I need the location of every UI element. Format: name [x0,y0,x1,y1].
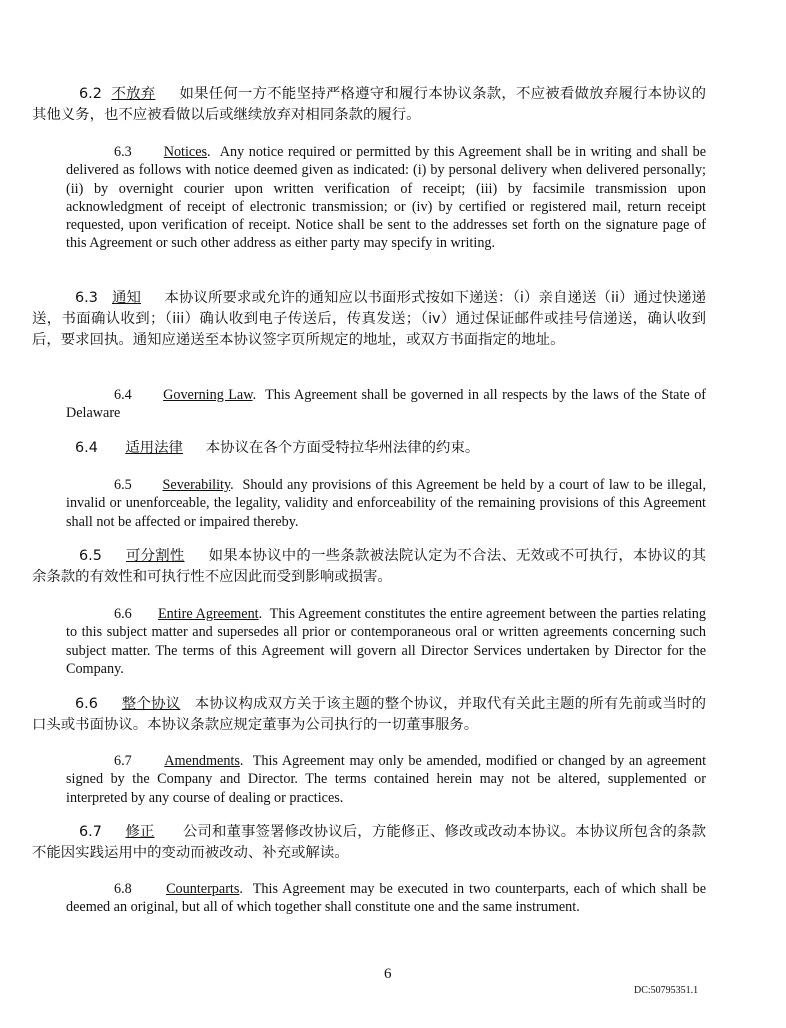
clause-6-7-en: 6.7 Amendments. This Agreement may only be amended, modified or changed by an agreement signed by the Company and Director. The terms contained herein may not be altered, supplemented or interpreted by any course of dealing or practices. [66,753,707,806]
clause-heading: 整个协议 [121,696,181,712]
clause-text: Should any provisions of this Agreement be held by a court of law to be illegal, invalid or unenforceable, the legality, validity and enforceability of the remaining provisions of this Agreement shall not be affected or impaired thereby. [66,477,707,530]
clause-6-4-en: 6.4 Governing Law. This Agreement shall be governed in all respects by the laws of the State of Delaware [66,387,707,422]
clause-6-8-en: 6.8 Counterparts. This Agreement may be executed in two counterparts, each of which shall be deemed an original, but all of which together shall constitute one and the same instrument. [66,881,707,916]
clause-6-5-en: 6.5 Severability. Should any provisions of this Agreement be held by a court of law to be illegal, invalid or unenforceable, the legality, validity and enforceability of the remaining provisions of this Agreement shall not be affected or impaired thereby. [66,477,707,530]
document-id: DC:50795351.1 [634,985,699,996]
clause-heading: Governing Law [163,387,253,403]
clause-text: 本协议所要求或允许的通知应以书面形式按如下递送：（i）亲自递送（ii）通过快递递送，书面确认收到；（iii）确认收到电子传送后，传真发送；（iv）通过保证邮件或挂号信递送，确认收到后，要求回执。通知应递送至本协议签字页所规定的地址，或双方书面指定的地址。 [32,290,706,348]
clause-6-3-en: 6.3 Notices. Any notice required or permitted by this Agreement shall be in writing and shall be delivered as follows with notice deemed given as indicated: (i) by personal delivery when delivered personally; (ii) by overnight courier upon written verification of receipt; (iii) by facsimile transmission upon acknowledgment of receipt of electronic transmission; or (iv) by certified or registered mail, return receipt requested, upon verification of receipt. Notice shall be sent to the addresses set forth on the signature page of this Agreement or such other address as either party may specify in writing. [66,144,707,252]
clause-text: 如果任何一方不能坚持严格遵守和履行本协议条款，不应被看做放弃履行本协议的其他义务，也不应被看做以后或继续放弃对相同条款的履行。 [32,86,706,123]
clause-6-4-zh: 6.4 适用法律 本协议在各个方面受特拉华州法律的约束。 [75,440,480,456]
clause-heading: Counterparts [166,881,240,897]
page-number: 6 [384,966,392,982]
clause-6-3-zh: 6.3 通知 本协议所要求或允许的通知应以书面形式按如下递送：（i）亲自递送（ii）通过快递递送，书面确认收到；（iii）确认收到电子传送后，传真发送；（iv）通过保证邮件或挂号信递送，确认收到后，要求回执。通知应递送至本协议签字页所规定的地址，或双方书面指定的地址。 [32,290,706,348]
clause-text: 如果本协议中的一些条款被法院认定为不合法、无效或不可执行，本协议的其余条款的有效性和可执行性不应因此而受到影响或损害。 [32,548,706,585]
clause-text: This Agreement constitutes the entire agreement between the parties relating to this subject matter and supersedes all prior or contemporaneous oral or written agreements concerning such subject matter. The terms of this Agreement will govern all Director Services undertaken by Director for the Company. [66,606,706,677]
clause-text: This Agreement may only be amended, modified or changed by an agreement signed by the Company and Director. The terms contained herein may not be altered, supplemented or interpreted by any course of dealing or practices. [66,753,707,806]
clause-6-2-zh: 6.2 不放弃 如果任何一方不能坚持严格遵守和履行本协议条款，不应被看做放弃履行本协议的其他义务，也不应被看做以后或继续放弃对相同条款的履行。 [32,86,706,123]
clause-heading: Notices [163,144,208,160]
clause-heading: Amendments [164,753,240,769]
clause-heading: Entire Agreement [157,606,259,622]
clause-heading: 修正 [125,824,155,840]
clause-heading: 可分割性 [125,548,185,564]
clause-text: 公司和董事签署修改协议后，方能修正、修改或改动本协议。本协议所包含的条款不能因实践运用中的变动而被改动、补充或解读。 [32,824,706,861]
clause-text: This Agreement shall be governed in all respects by the laws of the State of Delaware [66,387,707,422]
clause-text: This Agreement may be executed in two counterparts, each of which shall be deemed an original, but all of which together shall constitute one and the same instrument. [66,881,707,916]
clause-6-7-zh: 6.7 修正 公司和董事签署修改协议后，方能修正、修改或改动本协议。本协议所包含的条款不能因实践运用中的变动而被改动、补充或解读。 [32,824,706,861]
clause-text: 本协议构成双方关于该主题的整个协议，并取代有关此主题的所有先前或当时的口头或书面协议。本协议条款应规定董事为公司执行的一切董事服务。 [32,696,706,733]
clause-6-5-zh: 6.5 可分割性 如果本协议中的一些条款被法院认定为不合法、无效或不可执行，本协议的其余条款的有效性和可执行性不应因此而受到影响或损害。 [32,548,706,585]
clause-text: Any notice required or permitted by this Agreement shall be in writing and shall be delivered as follows with notice deemed given as indicated: (i) by personal delivery when delivered personally; (ii) by overnight courier upon written verification of receipt; (iii) by facsimile transmission upon acknowledgment of receipt of electronic transmission; or (iv) by certified or registered mail, return receipt requested, upon verification of receipt. Notice shall be sent to the addresses set forth on the signature page of this Agreement or such other address as either party may specify in writing. [66,144,707,252]
clause-6-6-en: 6.6 Entire Agreement. This Agreement constitutes the entire agreement between the parties relating to this subject matter and supersedes all prior or contemporaneous oral or written agreements concerning such subject matter. The terms of this Agreement will govern all Director Services undertaken by Director for the Company. [66,606,706,677]
clause-heading: Severability [162,477,231,493]
clause-6-6-zh: 6.6 整个协议 本协议构成双方关于该主题的整个协议，并取代有关此主题的所有先前或当时的口头或书面协议。本协议条款应规定董事为公司执行的一切董事服务。 [32,696,706,733]
clause-heading: 不放弃 [111,86,156,102]
clause-heading: 通知 [111,290,141,306]
clause-heading: 适用法律 [125,440,183,456]
clause-text: 本协议在各个方面受特拉华州法律的约束。 [205,440,480,456]
